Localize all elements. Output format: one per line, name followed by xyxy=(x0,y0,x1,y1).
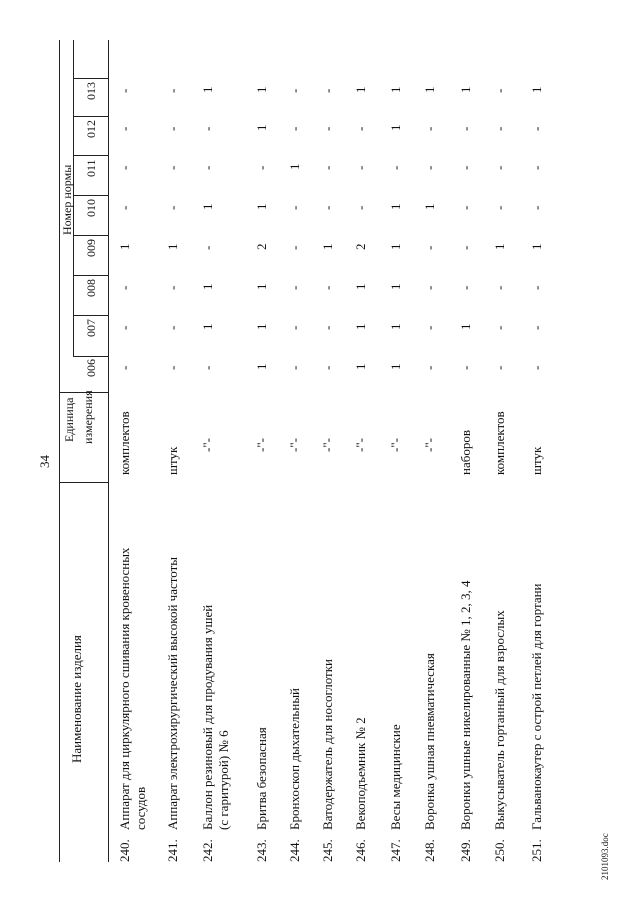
row-value: - xyxy=(165,325,180,330)
row-value: - xyxy=(200,126,215,131)
row-value: 1 xyxy=(458,323,473,330)
header-name: Наименование изделия xyxy=(69,635,84,763)
row-value: 1 xyxy=(422,86,437,93)
row-number: 241. xyxy=(165,839,180,862)
header-sep-2 xyxy=(73,275,109,276)
row-value: 1 xyxy=(353,86,368,93)
row-value: - xyxy=(529,126,544,131)
norm-header: 013 xyxy=(84,82,98,100)
row-value: 1 xyxy=(200,283,215,290)
row-value: - xyxy=(422,365,437,370)
row-unit: -"- xyxy=(422,438,437,452)
row-value: 1 xyxy=(388,86,403,93)
row-value: 1 xyxy=(388,283,403,290)
row-value: 1 xyxy=(388,243,403,250)
row-value: - xyxy=(165,365,180,370)
row-value: - xyxy=(320,285,335,290)
row-number: 250. xyxy=(492,839,507,862)
row-number: 247. xyxy=(388,839,403,862)
row-value: - xyxy=(287,325,302,330)
row-value: - xyxy=(117,88,132,93)
row-value: - xyxy=(117,285,132,290)
row-unit: штук xyxy=(165,446,180,475)
row-name: Векоподъемник № 2 xyxy=(353,717,368,830)
row-value: - xyxy=(458,365,473,370)
row-value: - xyxy=(287,126,302,131)
row-name: (с гаритурой) № 6 xyxy=(216,730,231,830)
row-value: 1 xyxy=(529,243,544,250)
row-unit: -"- xyxy=(353,438,368,452)
norm-header: 010 xyxy=(84,199,98,217)
row-value: - xyxy=(458,165,473,170)
row-value: - xyxy=(458,285,473,290)
norm-header: 007 xyxy=(84,319,98,337)
row-value: - xyxy=(320,126,335,131)
row-value: - xyxy=(529,365,544,370)
row-number: 251. xyxy=(529,839,544,862)
row-value: - xyxy=(492,126,507,131)
norm-header: 011 xyxy=(84,159,98,177)
row-value: - xyxy=(165,126,180,131)
row-number: 249. xyxy=(458,839,473,862)
row-value: - xyxy=(353,205,368,210)
row-value: 2 xyxy=(353,243,368,250)
page-number: 34 xyxy=(37,455,52,468)
row-value: - xyxy=(422,165,437,170)
row-unit: наборов xyxy=(458,430,473,475)
row-value: - xyxy=(388,165,403,170)
row-value: 1 xyxy=(388,124,403,131)
row-value: - xyxy=(165,88,180,93)
row-value: - xyxy=(287,245,302,250)
row-value: 2 xyxy=(254,243,269,250)
row-unit: -"- xyxy=(254,438,269,452)
row-value: - xyxy=(320,88,335,93)
norm-header: 012 xyxy=(84,120,98,138)
header-unit-1: Единица xyxy=(62,397,76,442)
row-value: - xyxy=(492,88,507,93)
header-norm-group: Номер нормы xyxy=(60,164,74,235)
row-name: Аппарат электрохирургический высокой частоты xyxy=(165,557,180,830)
header-sep-1 xyxy=(73,315,109,316)
row-value: - xyxy=(492,365,507,370)
row-name: Ватодержатель для носоглотки xyxy=(320,659,335,830)
header-sep-7 xyxy=(73,78,109,79)
row-value: - xyxy=(458,126,473,131)
row-number: 246. xyxy=(353,839,368,862)
row-value: 1 xyxy=(320,243,335,250)
row-value: - xyxy=(165,285,180,290)
row-unit: -"- xyxy=(320,438,335,452)
row-number: 248. xyxy=(422,839,437,862)
row-value: 1 xyxy=(254,203,269,210)
row-value: - xyxy=(458,245,473,250)
row-value: - xyxy=(287,88,302,93)
row-value: 1 xyxy=(388,203,403,210)
row-value: 1 xyxy=(492,243,507,250)
header-sep-0 xyxy=(73,356,109,357)
row-value: 1 xyxy=(529,86,544,93)
row-value: - xyxy=(492,325,507,330)
row-name: Бритва безопасная xyxy=(254,727,269,830)
row-value: - xyxy=(287,365,302,370)
row-value: - xyxy=(165,205,180,210)
norm-header: 009 xyxy=(84,239,98,257)
row-value: 1 xyxy=(388,363,403,370)
row-value: - xyxy=(287,285,302,290)
row-value: 1 xyxy=(353,283,368,290)
row-unit: -"- xyxy=(200,438,215,452)
row-unit: штук xyxy=(529,446,544,475)
header-sep-5 xyxy=(73,155,109,156)
row-number: 242. xyxy=(200,839,215,862)
header-rule-top xyxy=(59,40,60,862)
row-value: 1 xyxy=(254,124,269,131)
header-sep-name xyxy=(59,482,109,483)
row-value: - xyxy=(254,165,269,170)
row-value: - xyxy=(117,325,132,330)
row-value: - xyxy=(422,126,437,131)
row-unit: комплектов xyxy=(492,411,507,475)
row-value: - xyxy=(529,285,544,290)
row-number: 245. xyxy=(320,839,335,862)
row-value: 1 xyxy=(388,323,403,330)
row-value: 1 xyxy=(254,363,269,370)
row-unit: комплектов xyxy=(117,411,132,475)
row-value: - xyxy=(458,205,473,210)
row-name: Воронка ушная пневматическая xyxy=(422,653,437,830)
row-value: 1 xyxy=(165,243,180,250)
row-value: - xyxy=(492,165,507,170)
row-value: - xyxy=(165,165,180,170)
row-value: 1 xyxy=(200,323,215,330)
row-value: - xyxy=(492,285,507,290)
row-value: - xyxy=(117,205,132,210)
row-value: - xyxy=(422,245,437,250)
row-value: 1 xyxy=(458,86,473,93)
row-name: Гальванокаутер с острой петлей для гортани xyxy=(529,583,544,830)
row-value: 1 xyxy=(287,163,302,170)
row-value: 1 xyxy=(254,323,269,330)
footer-filename: 2101093.doc xyxy=(600,833,610,880)
row-value: - xyxy=(320,205,335,210)
row-unit: -"- xyxy=(287,438,302,452)
norm-header: 006 xyxy=(84,359,98,377)
header-rule-bottom xyxy=(108,40,109,862)
row-value: - xyxy=(117,365,132,370)
header-sep-4 xyxy=(73,195,109,196)
row-name: сосудов xyxy=(133,786,148,830)
row-value: 1 xyxy=(254,283,269,290)
row-value: - xyxy=(117,126,132,131)
row-value: - xyxy=(353,126,368,131)
row-value: - xyxy=(529,325,544,330)
row-value: - xyxy=(492,205,507,210)
row-value: - xyxy=(529,205,544,210)
row-number: 243. xyxy=(254,839,269,862)
header-sep-3 xyxy=(73,235,109,236)
row-value: 1 xyxy=(353,323,368,330)
row-value: - xyxy=(320,165,335,170)
row-name: Весы медицинские xyxy=(388,724,403,830)
row-value: 1 xyxy=(200,86,215,93)
header-unit-2: измерения xyxy=(81,390,95,444)
row-value: 1 xyxy=(353,363,368,370)
row-value: - xyxy=(422,325,437,330)
row-value: - xyxy=(200,365,215,370)
row-name: Воронки ушные никелированные № 1, 2, 3, 4 xyxy=(458,580,473,830)
row-value: - xyxy=(200,165,215,170)
header-sep-6 xyxy=(73,116,109,117)
row-value: - xyxy=(287,205,302,210)
row-value: 1 xyxy=(200,203,215,210)
row-number: 244. xyxy=(287,839,302,862)
row-value: - xyxy=(320,365,335,370)
row-number: 240. xyxy=(117,839,132,862)
row-value: - xyxy=(422,285,437,290)
row-value: 1 xyxy=(254,86,269,93)
row-value: - xyxy=(200,245,215,250)
row-value: - xyxy=(529,165,544,170)
row-name: Аппарат для циркулярного сшивания кровеносных xyxy=(117,547,132,830)
row-value: - xyxy=(320,325,335,330)
row-value: 1 xyxy=(422,203,437,210)
row-name: Баллон резиновый для продувания ушей xyxy=(200,604,215,830)
row-name: Выкусыватель гортанный для взрослых xyxy=(492,610,507,830)
row-value: - xyxy=(117,165,132,170)
row-unit: -"- xyxy=(388,438,403,452)
norm-header: 008 xyxy=(84,279,98,297)
row-name: Бронхоскоп дыхательный xyxy=(287,687,302,830)
row-value: - xyxy=(353,165,368,170)
row-value: 1 xyxy=(117,243,132,250)
